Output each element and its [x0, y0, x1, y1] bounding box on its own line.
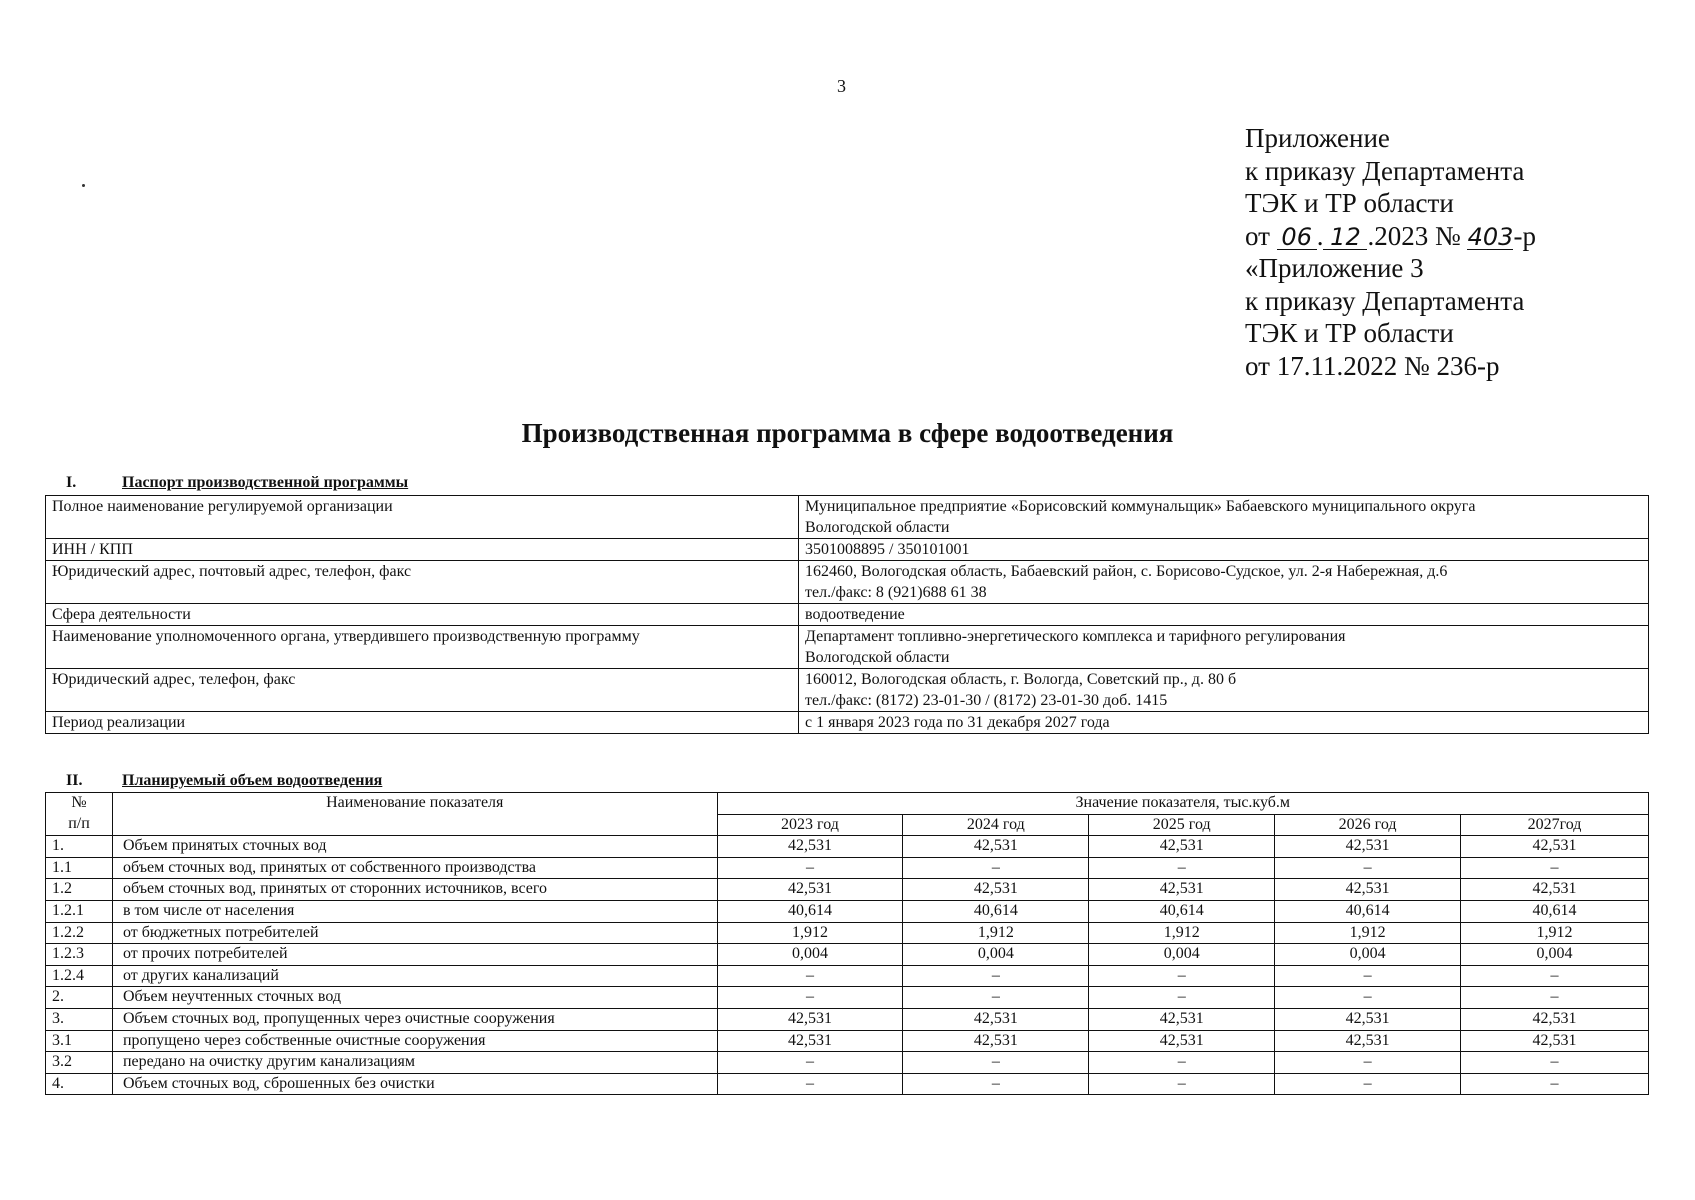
- passport-value-line: тел./факс: (8172) 23-01-30 / (8172) 23-01-30 доб. 1415: [805, 692, 1168, 709]
- row-value: 0,004: [1275, 944, 1461, 966]
- row-value: –: [1275, 857, 1461, 879]
- row-number: 1.2.1: [46, 900, 113, 922]
- table-row: [46, 879, 1649, 901]
- passport-table: [45, 495, 1649, 734]
- passport-row: [46, 604, 1649, 626]
- row-value: –: [717, 1073, 903, 1095]
- row-number: 1.2.3: [46, 944, 113, 966]
- row-value: 42,531: [1461, 836, 1649, 858]
- row-number: 1.1: [46, 857, 113, 879]
- volume-table: [45, 792, 1649, 1095]
- approval-line: к приказу Департамента: [1245, 285, 1525, 316]
- passport-label: Наименование уполномоченного органа, утвердившего производственную программу: [46, 626, 799, 669]
- row-value: 42,531: [717, 1008, 903, 1030]
- passport-value: [799, 604, 1649, 626]
- row-number: 1.2.4: [46, 965, 113, 987]
- passport-label: Сфера деятельности: [46, 604, 799, 626]
- col-header-year: 2026 год: [1275, 814, 1461, 836]
- passport-value: [799, 539, 1649, 561]
- passport-value-line: с 1 января 2023 года по 31 декабря 2027 года: [805, 714, 1110, 731]
- approval-date-suffix: -р: [1513, 220, 1536, 251]
- section-1-number: I.: [66, 474, 77, 491]
- row-value: 42,531: [1461, 1008, 1649, 1030]
- passport-row: [46, 712, 1649, 734]
- passport-row: [46, 496, 1649, 539]
- handwritten-day: 06: [1277, 225, 1317, 250]
- row-value: 42,531: [903, 1030, 1089, 1052]
- row-value: –: [1275, 1052, 1461, 1074]
- row-value: –: [717, 965, 903, 987]
- passport-value-line: Вологодской области: [805, 649, 950, 666]
- row-indicator-name: пропущено через собственные очистные сооружения: [112, 1030, 717, 1052]
- col-header-values: Значение показателя, тыс.куб.м: [717, 793, 1648, 815]
- row-value: –: [903, 857, 1089, 879]
- passport-value-line: тел./факс: 8 (921)688 61 38: [805, 584, 987, 601]
- row-indicator-name: Объем принятых сточных вод: [112, 836, 717, 858]
- section-2-title: Планируемый объем водоотведения: [122, 772, 383, 789]
- row-value: 0,004: [717, 944, 903, 966]
- passport-value-line: Вологодской области: [805, 519, 950, 536]
- approval-line: ТЭК и ТР области: [1245, 318, 1454, 348]
- col-num-line2: п/п: [68, 814, 90, 832]
- page-number: 3: [837, 76, 846, 96]
- passport-row: [46, 561, 1649, 604]
- row-indicator-name: от бюджетных потребителей: [112, 922, 717, 944]
- table-row: [46, 900, 1649, 922]
- row-value: 42,531: [1461, 879, 1649, 901]
- row-value: 42,531: [1089, 836, 1275, 858]
- passport-label: ИНН / КПП: [46, 539, 799, 561]
- section-2-heading: [66, 772, 382, 790]
- passport-row: [46, 626, 1649, 669]
- passport-value: [799, 561, 1649, 604]
- passport-value: [799, 626, 1649, 669]
- row-value: –: [1089, 965, 1275, 987]
- passport-value-line: Департамент топливно-энергетического комплекса и тарифного регулирования: [805, 628, 1346, 645]
- approval-date-sep: .: [1316, 220, 1324, 251]
- row-value: 42,531: [717, 836, 903, 858]
- row-value: 42,531: [717, 879, 903, 901]
- col-header-name: Наименование показателя: [112, 793, 717, 836]
- section-2-number: II.: [66, 772, 83, 789]
- col-num-line1: №: [71, 794, 87, 811]
- row-value: 42,531: [903, 836, 1089, 858]
- passport-value-line: 160012, Вологодская область, г. Вологда, Советский пр., д. 80 б: [805, 671, 1237, 688]
- row-number: 4.: [46, 1073, 113, 1095]
- row-value: 1,912: [1275, 922, 1461, 944]
- row-value: 42,531: [717, 1030, 903, 1052]
- row-value: –: [717, 1052, 903, 1074]
- row-value: 42,531: [1461, 1030, 1649, 1052]
- row-value: –: [1461, 965, 1649, 987]
- passport-value-line: 3501008895 / 350101001: [805, 541, 970, 558]
- row-value: 1,912: [903, 922, 1089, 944]
- col-header-year: 2025 год: [1089, 814, 1275, 836]
- table-row: [46, 836, 1649, 858]
- passport-value-line: 162460, Вологодская область, Бабаевский район, с. Борисово-Судское, ул. 2-я Набережная, д.6: [805, 563, 1448, 580]
- approval-line: «Приложение 3: [1245, 253, 1424, 283]
- handwritten-number: 403: [1467, 222, 1514, 251]
- row-number: 1.: [46, 836, 113, 858]
- passport-label: Период реализации: [46, 712, 799, 734]
- row-value: –: [717, 857, 903, 879]
- row-value: –: [903, 987, 1089, 1009]
- row-number: 2.: [46, 987, 113, 1009]
- row-value: 42,531: [1275, 879, 1461, 901]
- row-value: 40,614: [903, 900, 1089, 922]
- row-value: 1,912: [717, 922, 903, 944]
- passport-label: Полное наименование регулируемой организации: [46, 496, 799, 539]
- row-value: –: [1461, 987, 1649, 1009]
- passport-row: [46, 539, 1649, 561]
- approval-line: к приказу Департамента: [1245, 155, 1525, 186]
- row-value: –: [1275, 987, 1461, 1009]
- passport-label: Юридический адрес, почтовый адрес, телефон, факс: [46, 561, 799, 604]
- row-number: 3.1: [46, 1030, 113, 1052]
- row-indicator-name: передано на очистку другим канализациям: [112, 1052, 717, 1074]
- row-number: 1.2.2: [46, 922, 113, 944]
- row-indicator-name: в том числе от населения: [112, 900, 717, 922]
- row-value: –: [1275, 1073, 1461, 1095]
- row-value: –: [1461, 857, 1649, 879]
- section-1-heading: [66, 474, 408, 492]
- table-row: [46, 1030, 1649, 1052]
- table-row: [46, 1052, 1649, 1074]
- approval-date-year: .2023 №: [1367, 220, 1468, 251]
- passport-value-line: Муниципальное предприятие «Борисовский коммунальщик» Бабаевского муниципального округа: [805, 498, 1476, 515]
- col-header-year: 2023 год: [717, 814, 903, 836]
- approval-date-line: [1245, 220, 1536, 253]
- table-row: [46, 944, 1649, 966]
- row-value: –: [1089, 987, 1275, 1009]
- row-value: –: [903, 1073, 1089, 1095]
- approval-date-prefix: от: [1245, 220, 1277, 251]
- section-1-title: Паспорт производственной программы: [122, 474, 409, 491]
- row-number: 3.: [46, 1008, 113, 1030]
- row-indicator-name: объем сточных вод, принятых от сторонних источников, всего: [112, 879, 717, 901]
- row-value: 42,531: [903, 879, 1089, 901]
- table-row: [46, 965, 1649, 987]
- row-value: 40,614: [717, 900, 903, 922]
- row-value: 42,531: [1275, 1008, 1461, 1030]
- row-value: –: [1089, 1052, 1275, 1074]
- row-value: 0,004: [1461, 944, 1649, 966]
- row-indicator-name: Объем неучтенных сточных вод: [112, 987, 717, 1009]
- table-row: [46, 1008, 1649, 1030]
- approval-line: ТЭК и ТР области: [1245, 188, 1454, 218]
- row-value: 0,004: [1089, 944, 1275, 966]
- row-indicator-name: от прочих потребителей: [112, 944, 717, 966]
- row-number: 1.2: [46, 879, 113, 901]
- row-value: 42,531: [1275, 836, 1461, 858]
- row-value: 42,531: [1089, 1008, 1275, 1030]
- table-row: [46, 922, 1649, 944]
- row-value: 1,912: [1089, 922, 1275, 944]
- row-value: –: [1461, 1073, 1649, 1095]
- row-value: 0,004: [903, 944, 1089, 966]
- row-number: 3.2: [46, 1052, 113, 1074]
- row-value: 42,531: [1089, 1030, 1275, 1052]
- table-row: [46, 857, 1649, 879]
- passport-value-line: водоотведение: [805, 606, 905, 623]
- row-indicator-name: от других канализаций: [112, 965, 717, 987]
- passport-value: [799, 712, 1649, 734]
- scan-speck: [82, 184, 85, 187]
- row-value: –: [717, 987, 903, 1009]
- approval-block: [1245, 122, 1536, 382]
- approval-line: от 17.11.2022 № 236-р: [1245, 350, 1500, 381]
- col-header-year: 2024 год: [903, 814, 1089, 836]
- row-value: 40,614: [1275, 900, 1461, 922]
- table-row: [46, 1073, 1649, 1095]
- document-title: Производственная программа в сфере водоотведения: [521, 418, 1174, 448]
- row-value: –: [1089, 857, 1275, 879]
- row-value: 40,614: [1089, 900, 1275, 922]
- row-value: –: [903, 1052, 1089, 1074]
- row-indicator-name: Объем сточных вод, сброшенных без очистки: [112, 1073, 717, 1095]
- row-value: –: [1089, 1073, 1275, 1095]
- row-value: 1,912: [1461, 922, 1649, 944]
- row-value: 42,531: [903, 1008, 1089, 1030]
- passport-row: [46, 669, 1649, 712]
- row-indicator-name: Объем сточных вод, пропущенных через очистные сооружения: [112, 1008, 717, 1030]
- row-value: 42,531: [1089, 879, 1275, 901]
- handwritten-month: 12: [1323, 225, 1367, 250]
- col-header-number: [46, 793, 113, 836]
- row-value: –: [903, 965, 1089, 987]
- table-row: [46, 987, 1649, 1009]
- row-value: –: [1461, 1052, 1649, 1074]
- passport-value: [799, 496, 1649, 539]
- passport-label: Юридический адрес, телефон, факс: [46, 669, 799, 712]
- row-indicator-name: объем сточных вод, принятых от собственного производства: [112, 857, 717, 879]
- row-value: 40,614: [1461, 900, 1649, 922]
- row-value: 42,531: [1275, 1030, 1461, 1052]
- passport-value: [799, 669, 1649, 712]
- row-value: –: [1275, 965, 1461, 987]
- approval-line: Приложение: [1245, 123, 1390, 153]
- col-header-year: 2027год: [1461, 814, 1649, 836]
